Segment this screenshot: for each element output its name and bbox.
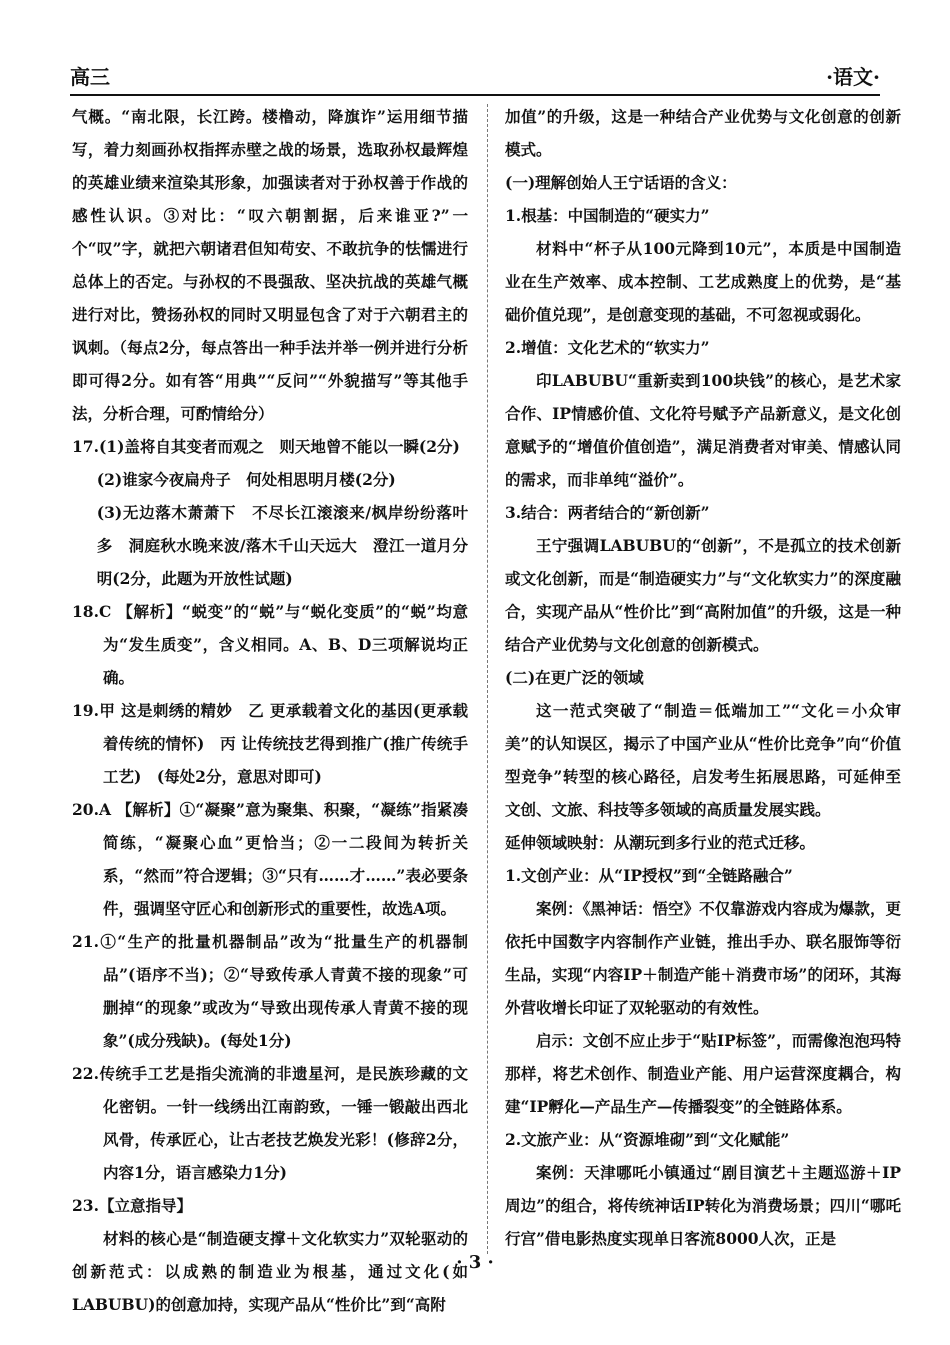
answer-paragraph: (一)理解创始人王宁话语的含义： — [505, 173, 737, 192]
answer-paragraph: 2.文旅产业：从“资源堆砌”到“文化赋能” — [505, 1130, 790, 1149]
page-header — [70, 60, 880, 96]
answer-paragraph: 2.增值：文化艺术的“软实力” — [505, 338, 710, 357]
answer-paragraph: 材料的核心是“制造硬支撑＋文化软实力”双轮驱动的创新范式：以成熟的制造业为根基，通过文化(如LABUBU)的创意加持，实现产品从“性价比”到“高附 — [72, 1229, 468, 1314]
answer-paragraph: 案例：天津哪吒小镇通过“剧目演艺＋主题巡游＋IP周边”的组合，将传统神话IP转化为消费场景；四川“哪吒行宫”借电影热度实现单日客流8000人次，正是 — [505, 1163, 901, 1248]
answer-paragraph: 21.①“生产的批量机器制品”改为“批量生产的机器制品”(语序不当)；②“导致传承人青黄不接的现象”可删掉“的现象”或改为“导致出现传承人青黄不接的现象”(成分残缺)。(每处1分) — [72, 932, 468, 1050]
left-column — [72, 100, 468, 1321]
answer-paragraph: (2)谁家今夜扁舟子 何处相思明月楼(2分) — [96, 470, 396, 489]
answer-paragraph: 1.根基：中国制造的“硬实力” — [505, 206, 710, 225]
answer-paragraph: 23.【立意指导】 — [72, 1196, 192, 1215]
answer-paragraph: 案例：《黑神话：悟空》不仅靠游戏内容成为爆款，更依托中国数字内容制作产业链，推出手办、联名服饰等衍生品，实现“内容IP＋制造产能＋消费市场”的闭环，其海外营收增长印证了双轮驱动的有效性。 — [505, 899, 901, 1017]
answer-paragraph: 3.结合：两者结合的“新创新” — [505, 503, 710, 522]
answer-paragraph: 17.(1)盖将自其变者而观之 则天地曾不能以一瞬(2分) — [72, 437, 460, 456]
answer-paragraph: 王宁强调LABUBU的“创新”，不是孤立的技术创新或文化创新，而是“制造硬实力”与“文化软实力”的深度融合，实现产品从“性价比”到“高附加值”的升级，这是一种结合产业优势与文化创意的创新模式。 — [505, 536, 901, 654]
subject-label: ·语文· — [826, 65, 880, 89]
answer-paragraph: 这一范式突破了“制造＝低端加工”“文化＝小众审美”的认知误区，揭示了中国产业从“性价比竞争”向“价值型竞争”转型的核心路径，启发考生拓展思路，可延伸至文创、文旅、科技等多领域的高质量发展实践。 — [505, 701, 901, 819]
answer-paragraph: 18.C 【解析】“蜕变”的“蜕”与“蜕化变质”的“蜕”均意为“发生质变”，含义相同。A、B、D三项解说均正确。 — [72, 602, 468, 687]
answer-paragraph: 气概。“南北限，长江跨。楼橹动，降旗诈”运用细节描写，着力刻画孙权指挥赤壁之战的场景，选取孙权最辉煌的英雄业绩来渲染其形象，加强读者对于孙权善于作战的感性认识。③对比：“叹六朝割据，后来谁亚?”一个“叹”字，就把六朝诸君但知苟安、不敢抗争的怯懦进行总体上的否定。与孙权的不畏强敌、坚决抗战的英雄气概进行对比，赞扬孙权的同时又明显包含了对于六朝君主的讽刺。（每点2分，每点答出一种手法并举一例并进行分析即可得2分。如有答“用典”“反问”“外貌描写”等其他手法，分析合理，可酌情给分） — [72, 107, 468, 423]
column-divider — [487, 104, 488, 1254]
answer-paragraph: 20.A 【解析】①“凝聚”意为聚集、积聚，“凝练”指紧凑简练，“凝聚心血”更恰当；②一二段间为转折关系，“然而”符合逻辑；③“只有……才……”表必要条件，强调坚守匠心和创新形式的重要性，故选A项。 — [72, 800, 468, 918]
page-number: · 3 · — [456, 1252, 494, 1273]
right-column — [505, 100, 901, 1255]
answer-paragraph: 19.甲 这是刺绣的精妙 乙 更承载着文化的基因(更承载着传统的情怀) 丙 让传统技艺得到推广(推广传统手工艺) (每处2分，意思对即可) — [72, 701, 468, 786]
answer-paragraph: 启示：文创不应止步于“贴IP标签”，而需像泡泡玛特那样，将艺术创作、制造业产能、用户运营深度耦合，构建“IP孵化—产品生产—传播裂变”的全链路体系。 — [505, 1031, 901, 1116]
answer-paragraph: (二)在更广泛的领域 — [505, 668, 644, 687]
answer-paragraph: 印LABUBU“重新卖到100块钱”的核心，是艺术家合作、IP情感价值、文化符号赋予产品新意义，是文化创意赋予的“增值价值创造”，满足消费者对审美、情感认同的需求，而非单纯“溢价”。 — [505, 371, 901, 489]
answer-paragraph: 22.传统手工艺是指尖流淌的非遗星河，是民族珍藏的文化密钥。一针一线绣出江南韵致，一锤一锻敲出西北风骨，传承匠心，让古老技艺焕发光彩！(修辞2分，内容1分，语言感染力1分) — [72, 1064, 468, 1182]
answer-paragraph: 材料中“杯子从100元降到10元”，本质是中国制造业在生产效率、成本控制、工艺成熟度上的优势，是“基础价值兑现”，是创意变现的基础，不可忽视或弱化。 — [505, 239, 901, 324]
answer-paragraph: 加值”的升级，这是一种结合产业优势与文化创意的创新模式。 — [505, 107, 901, 159]
grade-label: 高三 — [70, 65, 110, 89]
answer-paragraph: (3)无边落木萧萧下 不尽长江滚滚来/枫岸纷纷落叶多 洞庭秋水晚来波/落木千山天远大 澄江一道月分明(2分，此题为开放性试题) — [96, 503, 468, 588]
answer-paragraph: 1.文创产业：从“IP授权”到“全链路融合” — [505, 866, 793, 885]
answer-paragraph: 延伸领域映射：从潮玩到多行业的范式迁移。 — [505, 833, 816, 852]
